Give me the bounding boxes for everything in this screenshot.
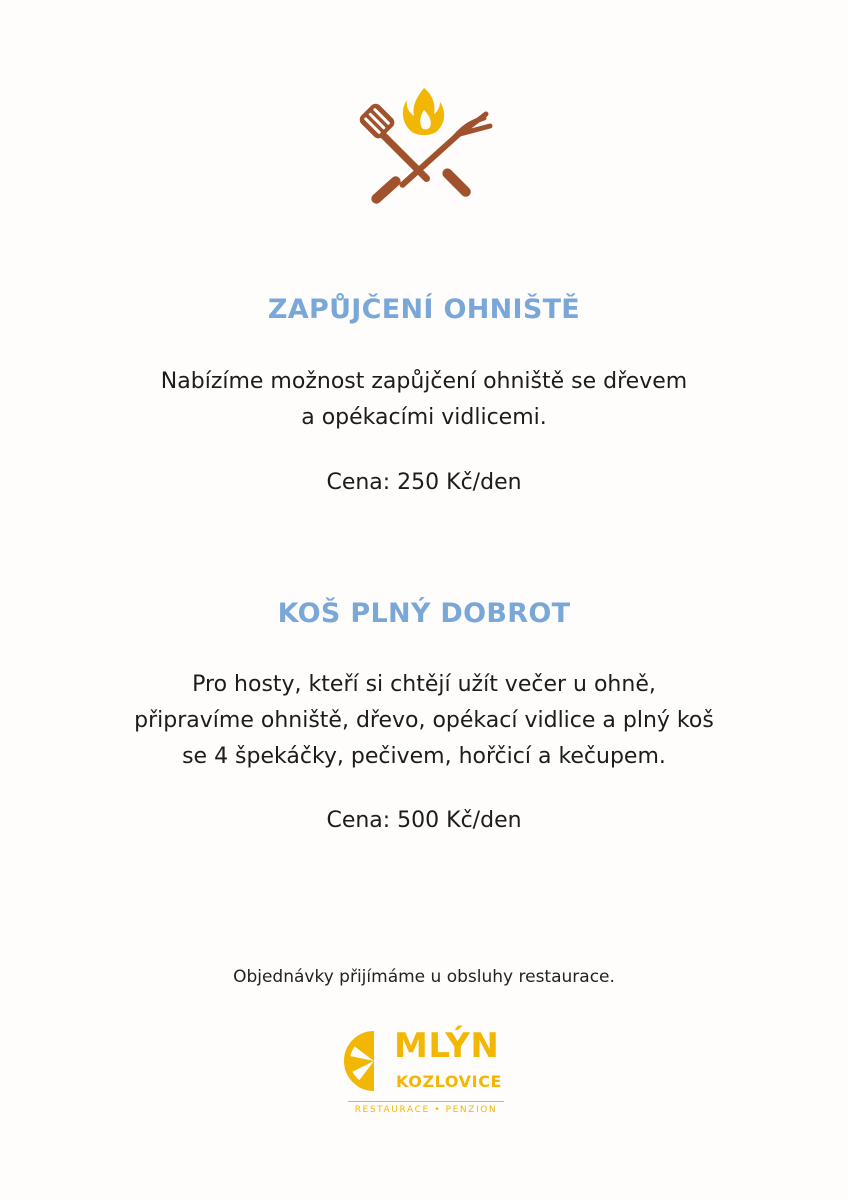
section-description-fire-pit — [0, 364, 848, 436]
brand-logo — [344, 1026, 508, 1122]
description-line: Nabízíme možnost zapůjčení ohniště se dřevem — [160, 369, 688, 394]
flame-icon — [403, 88, 444, 135]
section-title-fire-pit: ZAPŮJČENÍ OHNIŠTĚ — [267, 294, 581, 325]
price-fire-pit: Cena: 250 Kč/den — [326, 470, 522, 495]
order-note: Objednávky přijímáme u obsluhy restaurace. — [233, 967, 615, 987]
logo-divider — [348, 1101, 504, 1102]
description-line: připravíme ohniště, dřevo, opékací vidlice a plný koš — [134, 708, 714, 733]
logo-tagline: RESTAURACE • PENZION — [354, 1105, 498, 1115]
mill-wheel-icon — [344, 1030, 386, 1092]
section-description-basket — [0, 667, 848, 775]
price-basket: Cena: 500 Kč/den — [326, 808, 522, 833]
description-line: se 4 špekáčky, pečivem, hořčicí a kečupem. — [182, 744, 666, 769]
logo-subtitle: KOZLOVICE — [396, 1072, 503, 1091]
description-line: a opékacími vidlicemi. — [301, 405, 547, 430]
description-line: Pro hosty, kteří si chtějí užít večer u ohně, — [192, 672, 656, 697]
bbq-tools-flame-icon — [354, 80, 494, 206]
section-title-basket: KOŠ PLNÝ DOBROT — [277, 598, 571, 629]
logo-title: MLÝN — [394, 1026, 500, 1066]
